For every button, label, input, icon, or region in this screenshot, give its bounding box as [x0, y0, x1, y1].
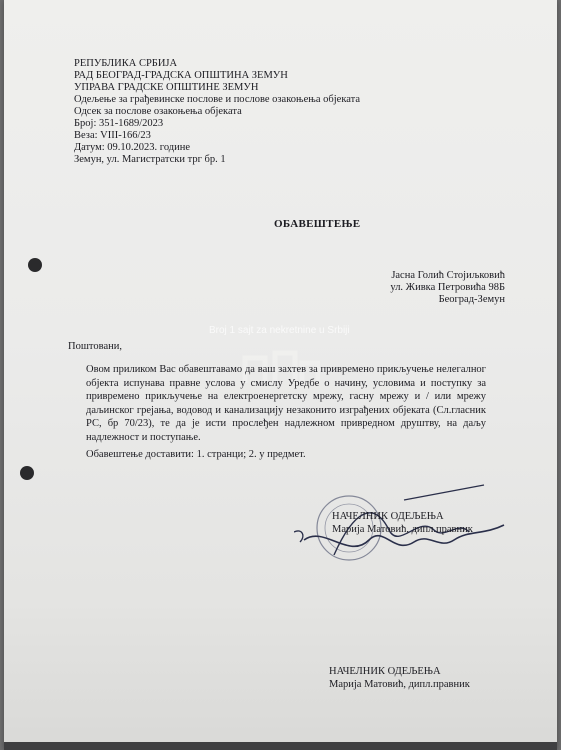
punch-hole-icon	[28, 258, 42, 272]
header-administration: УПРАВА ГРАДСКЕ ОПШТИНЕ ЗЕМУН	[74, 82, 259, 93]
bottom-signature-block	[329, 665, 470, 691]
punch-hole-icon	[20, 466, 34, 480]
watermark-text: Broj 1 sajt za nekretnine u Srbiji	[209, 325, 350, 336]
bottom-shadow-strip	[4, 742, 557, 750]
header-number: Број: 351-1689/2023	[74, 118, 164, 129]
header-republic: РЕПУБЛИКА СРБИЈА	[74, 58, 178, 69]
bottom-signature-name: Марија Матовић, дипл.правник	[329, 679, 470, 690]
document-page	[4, 0, 557, 750]
body-paragraph: Овом приликом Вас обавештавамо да ваш захтев за привремено прикључење нелегалног објекта испунава правне услова у смислу Уредбе о начину, условима и поступку за привремено прикључење на електроенергетску мрежу, гасну мрежу и / или мрежу даљинског грејања, водовод и канализацију незаконито изграђених објеката (Сл.гласник РС, бр 70/23), те да је исти прослеђен надлежном привредном друштву, на даљу надлежност и поступање.	[86, 364, 486, 443]
header-date: Датум: 09.10.2023. године	[74, 142, 191, 153]
delivery-note: Обавештење доставити: 1. странци; 2. у предмет.	[86, 449, 306, 460]
signature-role: НАЧЕЛНИК ОДЕЉЕЊА	[332, 511, 444, 522]
header-city: РАД БЕОГРАД-ГРАДСКА ОПШТИНА ЗЕМУН	[74, 70, 288, 81]
recipient-name: Јасна Голић Стојиљковић	[391, 270, 505, 281]
header-address: Земун, ул. Магистратски трг бр. 1	[74, 154, 226, 165]
header-department: Одељење за грађевинске послове и послове озакоњења објеката	[74, 94, 361, 105]
recipient-street: ул. Живка Петровића 98Б	[390, 282, 505, 293]
header-section: Одсек за послове озакоњења објеката	[74, 106, 242, 117]
bottom-signature-role: НАЧЕЛНИК ОДЕЉЕЊА	[329, 666, 441, 677]
signature-block	[332, 510, 473, 536]
header-reference: Веза: VIII-166/23	[74, 130, 151, 141]
signature-name: Марија Матовић, дипл.правник	[332, 524, 473, 535]
recipient-city: Београд-Земун	[438, 294, 505, 305]
greeting: Поштовани,	[68, 341, 122, 352]
document-title: ОБАВЕШТЕЊЕ	[274, 218, 361, 230]
